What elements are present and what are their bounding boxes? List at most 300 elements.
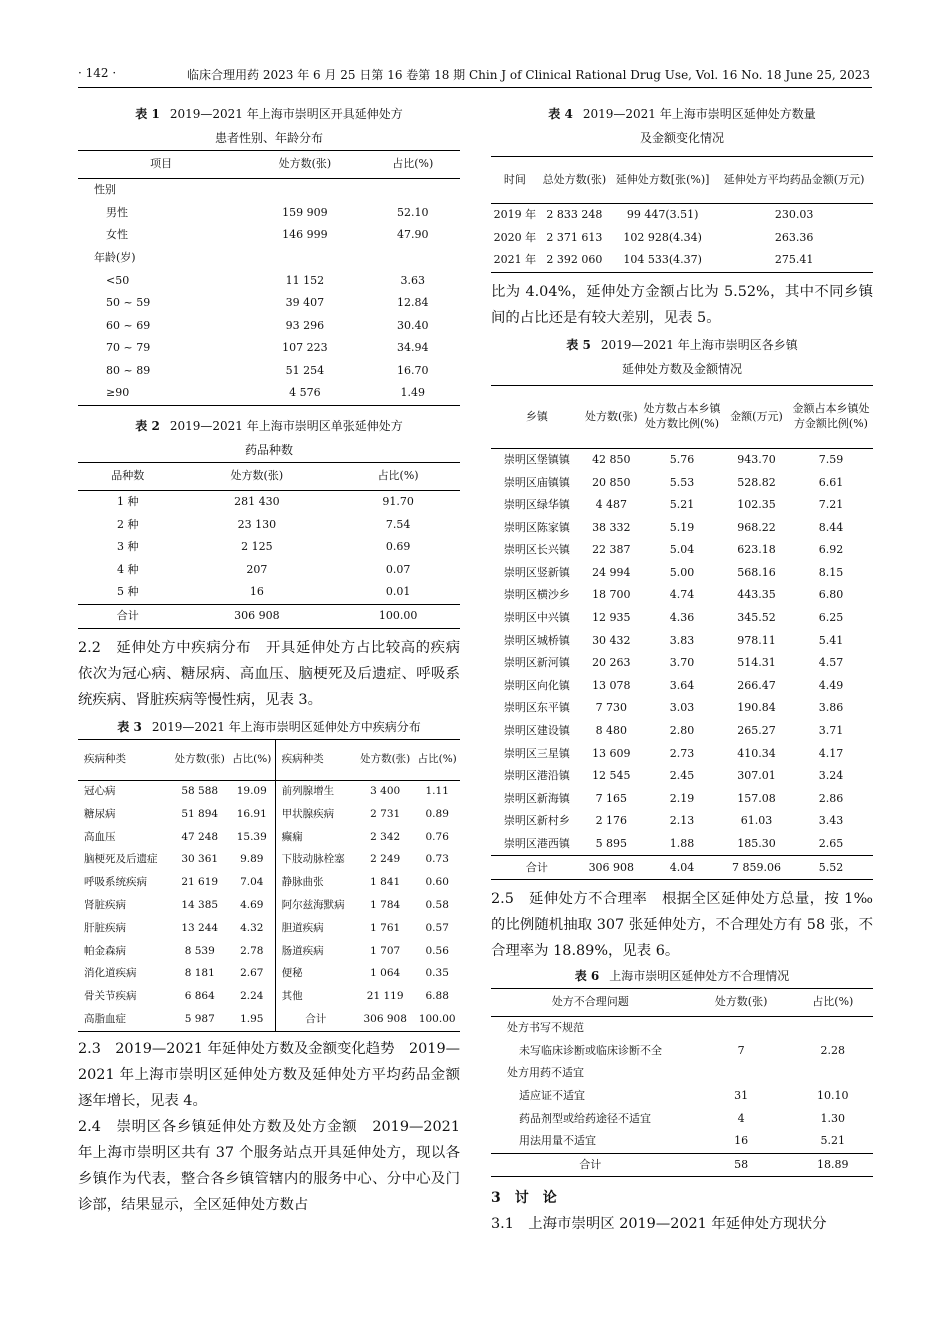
table-row [491,630,873,653]
table-cell: 410.34 [737,746,776,760]
table-cell: 514.31 [737,656,776,670]
table-row [491,1017,873,1040]
table3-caption: 表 3 2019—2021 年上海市崇明区延伸处方中疾病分布 [117,719,421,734]
section-3-heading: 3 讨 论 [491,1190,557,1207]
table-cell: 2.86 [818,791,844,805]
table-cell: 5.21 [820,1134,846,1148]
table-cell: 8.44 [818,520,844,534]
table-row [78,872,460,895]
table1 [78,150,460,406]
table-row [491,494,873,517]
table-row [78,894,460,917]
table4-header: 总处方数(张) [542,172,607,186]
table-cell: 18 700 [592,588,631,602]
table-cell: 崇明区港西镇 [503,837,570,851]
table-row [78,382,460,405]
table-cell: 306 908 [363,1013,407,1026]
table-cell: 崇明区堡镇镇 [503,452,570,466]
table-cell: 207 [246,562,268,576]
table3-header: 占比(%) [417,752,457,765]
table2 [78,462,460,629]
table-cell: 185.30 [737,837,776,851]
table-cell: 5.76 [669,452,695,466]
table-cell: 3 种 [117,540,139,554]
table-cell: 2021 年 [493,253,537,267]
table2-header: 品种数 [111,469,145,483]
table-cell: 6.25 [818,611,844,625]
table-cell: 968.22 [737,520,776,534]
table-row [491,227,873,250]
table5 [491,385,873,880]
right-column [491,102,873,1237]
table-cell: 345.52 [737,611,776,625]
table-cell: 0.73 [425,853,449,866]
table-row [78,559,460,582]
table-cell: 合计 [579,1157,602,1171]
table-row [491,448,873,471]
table-row [78,1008,460,1031]
table2-header: 处方数(张) [230,469,284,483]
table-cell: 静脉曲张 [275,872,356,895]
table-cell: 51 254 [285,363,325,377]
table-cell: 0.07 [385,562,411,576]
table-cell: 0.35 [425,967,449,980]
table-cell: 7.54 [385,517,411,531]
table3-header: 占比(%) [232,752,272,765]
table-cell: 5.00 [669,565,695,579]
table-cell: 47 248 [181,830,219,843]
table-cell: 1 761 [370,921,401,934]
table-cell: 4.36 [669,611,695,625]
table-cell: 高血压 [84,830,116,843]
table-cell: 13 078 [592,678,631,692]
table-cell: 263.36 [774,230,814,244]
table2-header: 占比(%) [377,469,419,483]
table-cell: 男性 [106,205,128,219]
table-cell: 7 [737,1043,745,1057]
table-cell: 崇明区中兴镇 [503,611,570,625]
table-cell: 崇明区竖新镇 [503,565,570,579]
table-cell: 1.88 [669,837,695,851]
table-row [491,517,873,540]
table-cell: 31 [734,1088,749,1102]
table-cell: 3.24 [818,769,844,783]
table-row [78,803,460,826]
table-row [491,652,873,675]
table-cell: 3.83 [669,633,695,647]
table-cell: 1.11 [425,785,449,798]
table-cell: 用法用量不适宜 [519,1134,596,1148]
paragraph-2-2: 2.2 延伸处方中疾病分布 开具延伸处方占比较高的疾病依次为冠心病、糖尿病、高血压、脑梗死及后遗症、呼吸系统疾病、肾脏疾病等慢性病，见表 3。 [78,639,460,708]
table-row [491,562,873,585]
table-cell: 胆道疾病 [275,917,356,940]
table-cell: 60 ~ 69 [106,318,151,332]
table-cell: 下肢动脉栓塞 [275,849,356,872]
table-cell: 306 908 [234,609,280,623]
table-row [78,490,460,513]
table-cell: 年龄(岁) [94,250,136,264]
table-cell: 便秘 [275,963,356,986]
table-row [78,360,460,383]
table-cell: 61.03 [740,814,773,828]
table-row [78,536,460,559]
table-cell: 2 249 [370,853,401,866]
table1-caption: 表 1 2019—2021 年上海市崇明区开具延伸处方 患者性别、年龄分布 [135,107,403,145]
table-row [491,539,873,562]
table-cell: 2.24 [240,990,264,1003]
table-row [491,720,873,743]
table-cell: 2 392 060 [546,253,603,267]
table3 [78,739,460,1033]
table-cell: 0.57 [425,921,449,934]
table-cell: 崇明区城桥镇 [503,633,570,647]
table-cell: 合计 [275,1008,356,1031]
table-cell: 4.17 [818,746,844,760]
table-row [491,204,873,227]
table-cell: 2020 年 [493,230,537,244]
table-row [491,788,873,811]
table-cell: 12 545 [592,769,631,783]
table-cell: 19.09 [236,785,267,798]
table-cell: 13 244 [181,921,219,934]
table4-caption: 表 4 2019—2021 年上海市崇明区延伸处方数量 及金额变化情况 [548,107,816,145]
table-cell: 39 407 [285,296,325,310]
table-cell: 24 994 [592,565,631,579]
table-row [78,292,460,315]
table-cell: 崇明区绿华镇 [503,498,570,512]
table-row [491,697,873,720]
table-cell: 2.78 [240,944,264,957]
table-cell: 3.70 [669,656,695,670]
table-row [78,337,460,360]
table-cell: 5.41 [818,633,844,647]
table6-caption: 表 6 上海市崇明区延伸处方不合理情况 [574,969,790,984]
table-cell: 12.84 [396,296,429,310]
table-cell: 0.76 [425,830,449,843]
table-cell [793,1017,873,1040]
table-cell: 528.82 [737,475,776,489]
table-row [491,584,873,607]
table-cell: 146 999 [282,228,328,242]
table-cell: 2 731 [370,807,401,820]
table-cell: 102 928(4.34) [623,230,702,244]
table-cell: 2019 年 [493,208,537,222]
table3-header: 处方数(张) [360,752,411,765]
table-cell: 623.18 [737,543,776,557]
table-cell: 52.10 [396,205,429,219]
paragraph-2-3: 2.3 2019—2021 年延伸处方数及金额变化趋势 2019—2021 年上海市崇明区延伸处方数及延伸处方平均药品金额逐年增长，见表 4。 [78,1041,460,1110]
table-cell: 3.64 [669,678,695,692]
table-row [78,917,460,940]
table-cell [365,247,460,270]
table-cell: 12 935 [592,611,631,625]
table-cell: 崇明区三星镇 [503,746,570,760]
table-cell: 呼吸系统疾病 [84,876,147,889]
table-cell: 性别 [94,183,116,197]
table-cell: 14 385 [181,899,219,912]
table-cell: 4.57 [818,656,844,670]
table-row [78,849,460,872]
table-cell: 崇明区新海镇 [503,791,570,805]
table-cell [793,1062,873,1085]
table-cell [690,1017,793,1040]
table5-header: 金额占本乡镇处方金额比例(%) [792,402,870,430]
table-cell: 21 119 [366,990,404,1003]
table-cell: 978.11 [737,633,776,647]
table4 [491,156,873,273]
table-cell: 943.70 [737,452,776,466]
table-cell: 58 [734,1157,749,1171]
table-cell: 2.80 [669,724,695,738]
table-row [78,202,460,225]
table-cell: 157.08 [737,791,776,805]
table-cell: 190.84 [737,701,776,715]
paragraph-2-4: 2.4 崇明区各乡镇延伸处方数及处方金额 2019—2021 年上海市崇明区共有 37 个服务站点开具延伸处方，现以各乡镇作为代表，整合各乡镇管辖内的服务中心、分中心及门诊部，结果显示，全区延伸处方数占 [78,1119,460,1214]
table-row [491,810,873,833]
table-row [78,581,460,604]
table-cell: 1.49 [400,386,425,400]
table-row [78,963,460,986]
table-cell: 2 176 [595,814,628,828]
table-cell: 崇明区东平镇 [503,701,570,715]
table-cell: 50 ~ 59 [106,296,151,310]
table-cell: 4.74 [669,588,695,602]
table-cell: 443.35 [737,588,776,602]
table-cell: 30.40 [396,318,429,332]
table-cell: 5 895 [595,837,628,851]
table-cell: 3.03 [669,701,695,715]
table-cell: 2.65 [818,837,844,851]
journal-running-title: 临床合理用药 2023 年 6 月 25 日第 16 卷第 18 期 Chin J of Clinical Rational Drug Use, Vol. 16 No. 18 June 25, 2023 [187,68,870,82]
table4-header: 延伸处方数[张(%)] [615,172,710,186]
table1-header: 项目 [150,157,173,171]
table-cell: 4.32 [240,921,264,934]
table-cell: 3 400 [370,785,401,798]
table-cell: 合计 [116,609,139,623]
table-cell: 4 [737,1111,745,1125]
table-row [78,315,460,338]
table-cell: 7 730 [595,701,628,715]
table-cell: 其他 [275,986,356,1009]
table-cell: 崇明区新村乡 [503,814,570,828]
table-cell: 7 859.06 [731,860,781,874]
table-row [491,249,873,272]
table-cell: 5 987 [184,1013,215,1026]
table-cell: 未写临床诊断或临床诊断不全 [519,1043,662,1057]
table-cell: 骨关节疾病 [84,990,137,1003]
table-cell: 1 784 [370,899,401,912]
table-cell: 6 864 [184,990,215,1003]
table-cell: 0.69 [385,540,411,554]
table-cell: 4 576 [289,386,321,400]
table-cell: 肝脏疾病 [84,921,126,934]
table3-header: 处方数(张) [174,752,225,765]
table-cell: 21 619 [181,876,219,889]
table-cell: 2.28 [820,1043,846,1057]
table-cell [690,1062,793,1085]
table-cell: 9.89 [240,853,264,866]
table-cell: 34.94 [396,341,429,355]
table-cell: 23 130 [237,517,277,531]
table-cell: 2 种 [117,517,139,531]
table-cell: 80 ~ 89 [106,363,151,377]
table-cell: 13 609 [592,746,631,760]
table-row [78,780,460,803]
table-row [491,1040,873,1063]
table-cell: 帕金森病 [84,944,126,957]
table-cell: 8 480 [595,724,628,738]
paragraph-continued: 比为 4.04%，延伸处方金额占比为 5.52%，其中不同乡镇间的占比还是有较大差别，见表 5。 [491,283,873,326]
table-cell: 合计 [525,860,548,874]
table-cell: 消化道疾病 [84,967,137,980]
table-cell: 崇明区建设镇 [503,724,570,738]
table-cell: 适应证不适宜 [519,1088,585,1102]
table-cell: 2.13 [669,814,695,828]
table-cell: 2.67 [240,967,264,980]
table-cell: 阿尔兹海默病 [275,894,356,917]
table-row [491,856,873,880]
table-cell: 1 种 [117,495,139,509]
table-cell: 5.53 [669,475,695,489]
table-row [78,940,460,963]
table-row [78,986,460,1009]
table-cell: 甲状腺疾病 [275,803,356,826]
table-cell: 306 908 [588,860,635,874]
table-row [491,833,873,856]
table-cell: 5 种 [117,585,139,599]
table-cell: 42 850 [592,452,631,466]
table-cell: 107 223 [282,341,328,355]
table-row [491,1062,873,1085]
table4-header: 时间 [503,172,526,186]
table-cell: 275.41 [774,253,814,267]
table-row [78,269,460,292]
table-row [78,826,460,849]
table-cell: 1 064 [370,967,401,980]
table-cell: 3.43 [818,814,844,828]
table-cell: 癫痫 [275,826,356,849]
table-cell: 崇明区庙镇镇 [503,475,570,489]
table-cell: 处方书写不规范 [507,1021,584,1035]
table5-header: 处方数(张) [585,409,638,423]
table4-header: 延伸处方平均药品金额(万元) [723,172,865,186]
table-row [491,1153,873,1177]
table-cell: 10.10 [817,1088,849,1102]
table-cell: 2.73 [669,746,695,760]
table-cell: 8.15 [818,565,844,579]
table-cell: 18.89 [817,1157,849,1171]
table-cell: 5.21 [669,498,695,512]
table-cell: 4 487 [595,498,628,512]
table3-header: 疾病种类 [275,739,356,780]
table-cell: 6.88 [425,990,449,1003]
table5-caption: 表 5 2019—2021 年上海市崇明区各乡镇 延伸处方数及金额情况 [566,337,798,376]
table-cell: 7.59 [818,452,844,466]
table-cell: 1.30 [820,1111,846,1125]
table-cell: 159 909 [282,205,328,219]
table6-header: 处方不合理问题 [551,995,629,1009]
table-cell: 0.58 [425,899,449,912]
paragraph-2-5: 2.5 延伸处方不合理率 根据全区延伸处方总量，按 1‰的比例随机抽取 307 张延伸处方，不合理处方有 58 张，不合理率为 18.89%，见表 6。 [491,891,873,960]
table-row [491,675,873,698]
table-cell [244,179,365,202]
table1-header: 占比(%) [392,157,434,171]
table-cell: 2 371 613 [546,230,603,244]
table-cell: 100.00 [378,609,418,623]
table-cell: 15.39 [236,830,267,843]
table-cell: 3.71 [818,724,844,738]
table-row [78,179,460,202]
table-cell: 16 [249,585,264,599]
table-cell: 70 ~ 79 [106,341,151,355]
table-cell: 16 [734,1134,749,1148]
table-row [491,607,873,630]
table-cell [365,179,460,202]
table-cell: 7.04 [240,876,264,889]
table-cell: 5.04 [669,543,695,557]
table-row [78,224,460,247]
table-cell: 6.80 [818,588,844,602]
table-row [491,1085,873,1108]
table5-header: 处方数占本乡镇处方数比例(%) [643,402,721,430]
table5-header: 乡镇 [525,409,548,423]
table-row [78,514,460,537]
table-cell: ≥90 [106,386,130,400]
table-cell: 4 种 [117,562,139,576]
table-cell: 8 181 [184,967,215,980]
table-cell: 处方用药不适宜 [507,1066,584,1080]
table-cell: 22 387 [592,543,631,557]
table-cell: 前列腺增生 [275,780,356,803]
table-cell [244,247,365,270]
table-cell: 0.01 [385,585,411,599]
table5-header: 金额(万元) [730,409,783,423]
table-cell: 30 361 [181,853,219,866]
table-cell: 2.19 [669,791,695,805]
table6 [491,988,873,1177]
table6-header: 处方数(张) [714,995,768,1009]
table-row [78,604,460,628]
table-cell: 0.89 [425,807,449,820]
table-cell: 脑梗死及后遗症 [84,853,158,866]
table-cell: 3.63 [400,273,425,287]
header-rule [78,87,872,88]
table-cell: 4.69 [240,899,264,912]
table-cell: 281 430 [234,495,280,509]
table-cell: 91.70 [382,495,414,509]
table-cell: 47.90 [396,228,429,242]
table-cell: 568.16 [737,565,776,579]
table-cell: 38 332 [592,520,631,534]
left-column [78,102,460,1218]
table-cell: 58 588 [181,785,219,798]
table-cell: 0.60 [425,876,449,889]
table-cell: 20 850 [592,475,631,489]
table-cell: 崇明区长兴镇 [503,543,570,557]
table-cell: 冠心病 [84,785,116,798]
table-cell: 药品剂型或给药途径不适宜 [519,1111,651,1125]
table2-caption: 表 2 2019—2021 年上海市崇明区单张延伸处方 药品种数 [135,418,403,457]
table-cell: 肠道疾病 [275,940,356,963]
table6-header: 占比(%) [812,995,854,1009]
table-cell: 崇明区向化镇 [503,678,570,692]
table-cell: 102.35 [737,498,776,512]
table-cell: 16.91 [236,807,267,820]
table-cell: 7 165 [595,791,628,805]
table-cell: 230.03 [774,208,814,222]
table-cell: 0.56 [425,944,449,957]
table-cell: 糖尿病 [84,807,116,820]
